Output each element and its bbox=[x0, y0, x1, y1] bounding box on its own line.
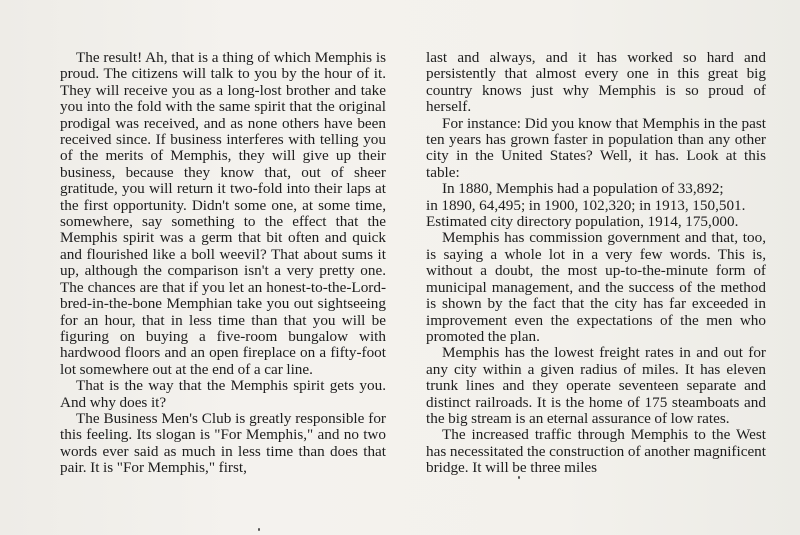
paragraph-spirit: That is the way that the Memphis spirit gets you. And why does it? bbox=[60, 377, 386, 411]
population-line-1880: In 1880, Memphis had a population of 33,892; bbox=[442, 180, 724, 198]
population-table bbox=[426, 181, 766, 230]
paragraph-commission-government: Memphis has commission government and that, too, is saying a whole lot in a very few words. This is, without a doubt, the most up-to-the-minute form of municipal management, and the success of the method is shown by the fact that the city has far exceeded in improvement even the expectations of the men who promoted the plan. bbox=[426, 229, 766, 345]
paragraph-business-club: The Business Men's Club is greatly responsible for this feeling. Its slogan is "For Memphis," and no two words ever said as much in less time than does that pair. It is "For Memphis," first, bbox=[60, 409, 386, 477]
population-line-1890-1913: in 1890, 64,495; in 1900, 102,320; in 1913, 150,501. bbox=[426, 196, 746, 214]
paragraph-freight-rates: Memphis has the lowest freight rates in and out for any city within a given radius of miles. It has eleven trunk lines and they operate seventeen separate and distinct railroads. It is the home of 175 steamboats and the big stream is an eternal assurance of low rates. bbox=[426, 344, 766, 427]
paragraph-continuation: last and always, and it has worked so hard and persistently that almost every one in this great big country knows just why Memphis is so proud of herself. bbox=[426, 49, 766, 116]
paragraph-result: The result! Ah, that is a thing of which Memphis is proud. The citizens will talk to you by the hour of it. They will receive you as a long-lost brother and take you into the fold with the same spirit that the original prodigal was received, and as none others have been received since. If business interferes with telling you of the merits of Memphis, they will give up their business, because they know that, out of sheer gratitude, you will return it two-fold into their laps at the first opportunity. Didn't some one, at some time, somewhere, say something to the effect that the Memphis spirit was a germ that bit often and quick and flourished like a boll weevil? That about sums it up, although the comparison isn't a very pretty one. The chances are that if you let an honest-to-the-Lord-bred-in-the-bone Memphian take you out sightseeing for an hour, that in less time than that you will be figuring on buying a five-room bungalow with hardwood floors and an open fireplace on a fifty-foot lot somewhere out at the end of a car line. bbox=[60, 49, 386, 378]
ink-speck bbox=[258, 528, 260, 531]
paragraph-bridge: The increased traffic through Memphis to the West has necessitated the construction of another magnificent bridge. It will be three miles bbox=[426, 426, 766, 477]
ink-speck bbox=[518, 476, 520, 479]
left-column bbox=[60, 50, 386, 477]
right-column bbox=[426, 50, 766, 477]
paragraph-instance: For instance: Did you know that Memphis in the past ten years has grown faster in population than any other city in the United States? Well, it has. Look at this table: bbox=[426, 114, 766, 181]
population-line-estimate: Estimated city directory population, 1914, 175,000. bbox=[426, 213, 739, 231]
